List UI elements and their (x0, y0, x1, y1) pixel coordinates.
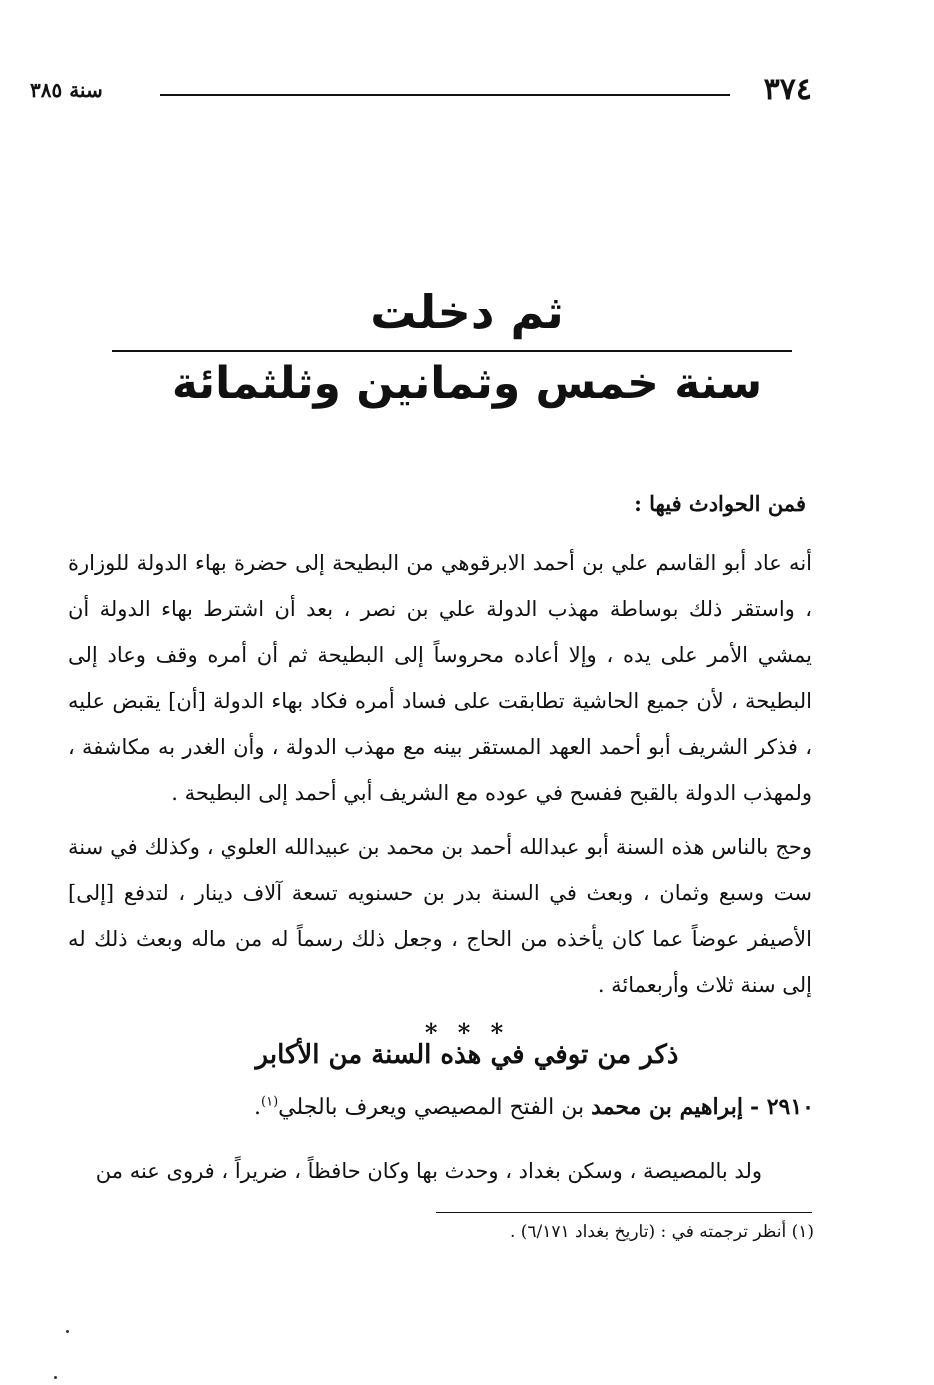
page-number: ٣٧٤ (763, 72, 812, 107)
chapter-title-line-1: ثم دخلت (370, 285, 564, 339)
running-title: سنة ٣٨٥ (30, 78, 103, 102)
entry-name: إبراهيم بن محمد (591, 1094, 743, 1120)
entry-period: . (254, 1095, 262, 1120)
chapter-title-line-2: سنة خمس وثمانين وثلثمائة (171, 358, 763, 409)
title-divider (112, 350, 792, 352)
biography-text: ولد بالمصيصة ، وسكن بغداد ، وحدث بها وكان حافظاً ، ضريراً ، فروى عنه من (95, 1159, 762, 1183)
footnote: (١) أنظر ترجمته في : (تاريخ بغداد ٦/١٧١) . (509, 1222, 814, 1242)
entry-number: ٢٩١٠ - (749, 1094, 814, 1120)
section-heading: فمن الحوادث فيها : (634, 491, 806, 516)
paragraph-1: أنه عاد أبو القاسم علي بن أحمد الابرقوهي من البطيحة إلى حضرة بهاء الدولة للوزارة ، واستقر ذلك بوساطة مهذب الدولة علي بن نصر ، بعد أن اشترط بهاء الدولة أن يمشي الأمر على يده ، وإلا أعاده محروساً إلى البطيحة ثم أن أمره وقف وعاد إلى البطيحة ، لأن جميع الحاشية تطابقت على فساد أمره فكاد بهاء الدولة [أن] يقبض عليه ، فذكر الشريف أبو أحمد العهد المستقر بينه مع مهذب الدولة ، وأن الغدر به مكاشفة ، ولمهذب الدولة بالقبح ففسح في عوده مع الشريف أبي أحمد إلى البطيحة . (68, 551, 812, 805)
footnote-marker: (١) (261, 1094, 279, 1110)
footnote-rule (436, 1212, 812, 1213)
header-rule (160, 94, 730, 96)
entry-name-rest: بن الفتح المصيصي ويعرف بالجلي (278, 1095, 585, 1120)
section-separator: * * * (424, 1018, 510, 1047)
scan-speck (54, 1376, 57, 1379)
biography-entry (254, 1094, 814, 1120)
running-header (30, 72, 820, 112)
paragraph-2: وحج بالناس هذه السنة أبو عبدالله أحمد بن محمد بن عبيدالله العلوي ، وكذلك في سنة ست وسبع وثمان ، وبعث في السنة بدر بن حسنويه تسعة آلاف دينار ، لتدفع [إلى] الأصيفر عوضاً عما كان يأخذه من الحاج ، وجعل ذلك رسماً له من ماله وبعث ذلك له إلى سنة ثلاث وأربعمائة . (68, 835, 812, 997)
scan-speck (66, 1330, 69, 1333)
obituaries-heading: ذكر من توفي في هذه السنة من الأكابر (255, 1040, 679, 1070)
